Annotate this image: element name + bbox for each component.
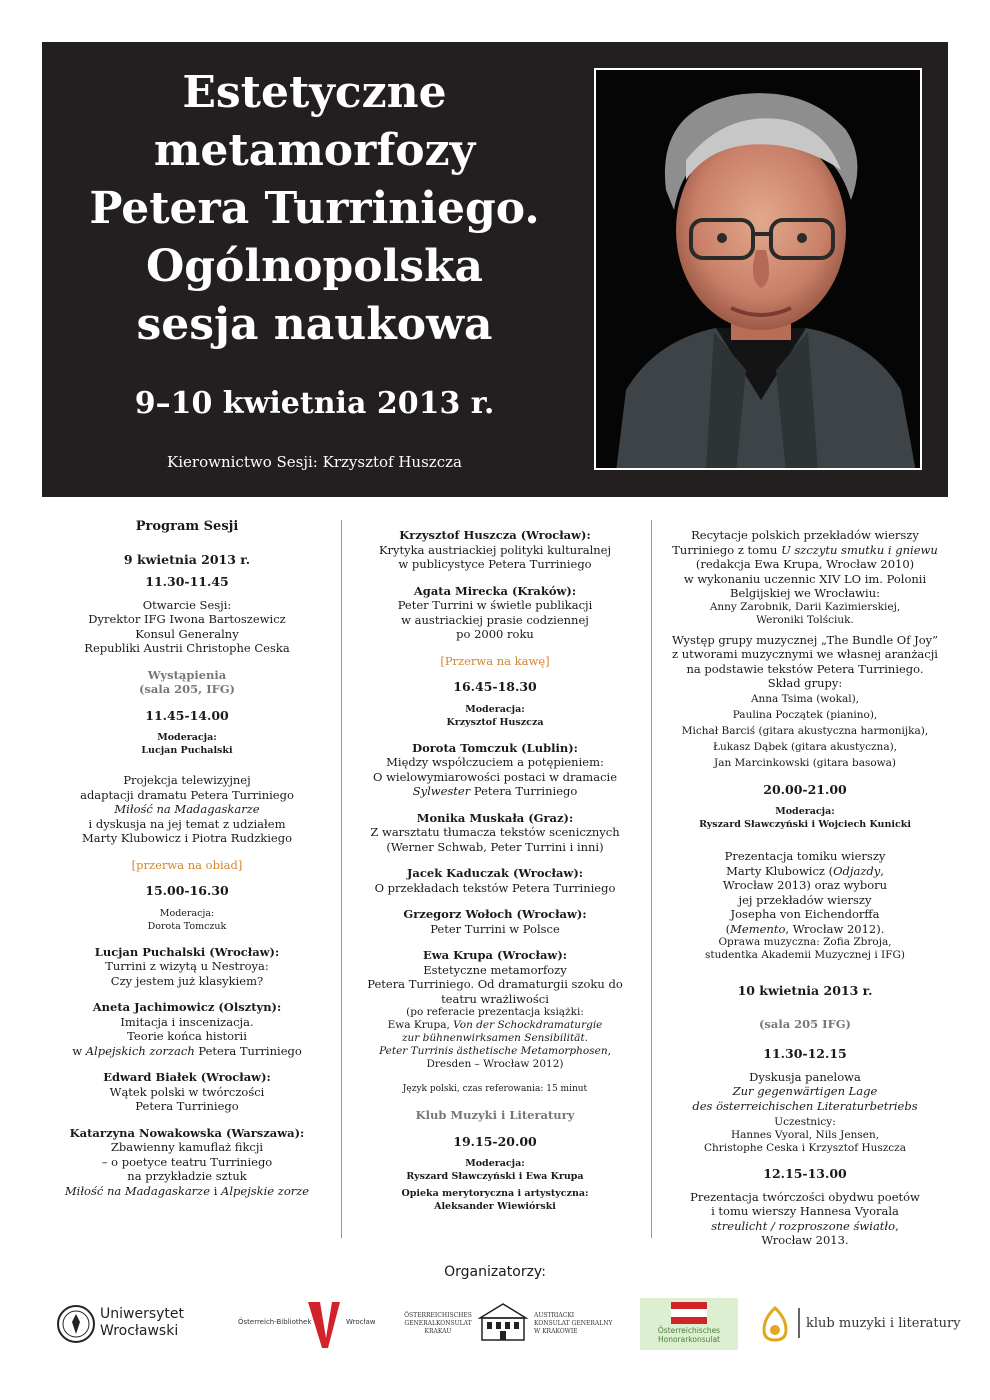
- talk-entry: Krzysztof Huszcza (Wrocław): Krytyka austriackiej polityki kulturalnej w publicystyce Petera Turriniego: [378, 528, 612, 571]
- uwr-logo: [56, 1298, 186, 1350]
- club-logo-divider: [798, 1308, 800, 1338]
- time-slot: 11.45-14.00: [145, 707, 229, 723]
- talk-entry: Grzegorz Wołoch (Wrocław): Peter Turrini w Polsce: [403, 907, 587, 936]
- organizers-heading: Organizatorzy:: [444, 1264, 546, 1280]
- time-slot: 20.00-21.00: [763, 781, 847, 797]
- title-line: sesja naukowa: [136, 299, 493, 350]
- talk-entry: Aneta Jachimowicz (Olsztyn): Imitacja i inscenizacja. Teorie końca historii w Alpejskich zorzach Petera Turriniego: [72, 1000, 302, 1058]
- time-slot: 11.30-12.15: [763, 1046, 847, 1061]
- day-heading: 10 kwietnia 2013 r.: [737, 983, 873, 998]
- program-heading: Program Sesji: [135, 519, 239, 534]
- talk-entry: Jacek Kaduczak (Wrocław): O przekładach tekstów Petera Turriniego: [374, 866, 616, 895]
- austrian-flag-icon: [671, 1302, 707, 1324]
- talk-entry: Monika Muskała (Graz): Z warsztatu tłumacza tekstów scenicznych (Werner Schwab, Peter Turrini i inni): [370, 810, 620, 854]
- uwr-name-line: Uniwersytet: [100, 1306, 184, 1322]
- recitation-block: Recytacje polskich przekładów wierszy Turriniego z tomu U szczytu smutku i gniewu (redakcja Ewa Krupa, Wrocław 2010) w wykonaniu uczennic XIV LO im. Polonii Belgijskiej we Wrocławiu: Anny Zarobnik, Darii Kazimierskiej, Weroniki Tolściuk.: [672, 528, 938, 626]
- artistic-care: Opieka merytoryczna i artystyczna: Aleksander Wiewiórski: [401, 1188, 589, 1212]
- session-leadership: Kierownictwo Sesji: Krzysztof Huszcza: [167, 453, 462, 471]
- band-block: Występ grupy muzycznej „The Bundle Of Joy” z utworami muzycznymi we własnej aranżacji na podstawie tekstów Petera Turriniego. Skład grupy: Anna Tsima (wokal), Paulina Początek (pianino), Michał Barciś (gitara akustyczna harmonijka), Łukasz Dąbek (gitara akustyczna), Jan Marcinkowski (gitara basowa): [671, 632, 939, 769]
- oesterreich-bibliothek-logo: Österreich-Bibliothek Wrocław: [232, 1298, 372, 1350]
- coffee-break: [Przerwa na kawę]: [440, 653, 550, 668]
- time-slot: 15.00-16.30: [145, 883, 229, 898]
- consulate-building-icon: [478, 1302, 528, 1342]
- event-dates: 9–10 kwietnia 2013 r.: [134, 386, 495, 421]
- poster-title: [62, 64, 567, 354]
- lunch-break: [przerwa na obiad]: [131, 857, 243, 872]
- column-divider: [651, 520, 652, 1238]
- column-divider: [341, 520, 342, 1238]
- time-slot: 12.15-13.00: [763, 1166, 847, 1181]
- projection-block: Projekcja telewizyjnej adaptacji dramatu Petera Turriniego Miłość na Madagaskarze i dyskusja na jej temat z udziałem Marty Klubowicz i Piotra Rudzkiego: [80, 773, 294, 845]
- talk-entry: Lucjan Puchalski (Wrocław): Turrini z wizytą u Nestroya: Czy jestem już klasykiem?: [94, 944, 280, 988]
- talks-heading: Wystąpienia (sala 205, IFG): [138, 667, 235, 696]
- time-slot: 16.45-18.30: [453, 679, 537, 694]
- book-presentation: Prezentacja tomiku wierszy Marty Klubowicz (Odjazdy, Wrocław 2013) oraz wyboru jej przekładów wierszy Josepha von Eichendorffa (Memento, Wrocław 2012). Oprawa muzyczna: Zofia Zbroja, studentka Akademii Muzycznej i IFG): [705, 849, 905, 961]
- title-line: Petera Turriniego.: [89, 183, 540, 234]
- day-heading: 9 kwietnia 2013 r.: [123, 551, 251, 567]
- club-heading: Klub Muzyki i Literatury: [415, 1108, 575, 1122]
- program-column-2: [350, 528, 640, 1213]
- talk-entry: Katarzyna Nowakowska (Warszawa): Zbawienny kamuflaż fikcji – o poetyce teatru Turriniego na przykładzie sztuk Miłość na Madagaskarze i Alpejskie zorze: [64, 1125, 310, 1198]
- talk-entry: Ewa Krupa (Wrocław): Estetyczne metamorfozy Petera Turriniego. Od dramaturgii szoku do teatru wrażliwości (po referacie prezentacja książki: Ewa Krupa, Von der Schockdramaturgie zur bühnenwirksamen Sensibilität. Peter Turrinis ästhetische Metamorphosen, Dresden – Wrocław 2012): [367, 948, 623, 1070]
- club-emblem-icon: [756, 1304, 794, 1344]
- consulate-logo: ÖSTERREICHISCHES GENERALKONSULAT KRAKAU AUSTRIACKI KONSULAT GENERALNY W KRAKOWIE: [400, 1298, 620, 1350]
- moderation: Moderacja: Ryszard Sławczyński i Wojciech Kunicki: [699, 806, 911, 830]
- language-note: Język polski, czas referowania: 15 minut: [402, 1084, 588, 1094]
- panel-block: Dyskusja panelowa Zur gegenwärtigen Lage des österreichischen Literaturbetriebs Uczestnicy: Hannes Vyoral, Nils Jensen, Christophe Ceska i Krzysztof Huszcza: [692, 1069, 918, 1154]
- opening-block: Otwarcie Sesji: Dyrektor IFG Iwona Bartoszewicz Konsul Generalny Republiki Austrii Christophe Ceska: [84, 597, 290, 655]
- time-slot: 19.15-20.00: [453, 1133, 537, 1149]
- room-label: (sala 205 IFG): [758, 1016, 851, 1031]
- talk-entry: Edward Białek (Wrocław): Wątek polski w twórczości Petera Turriniego: [103, 1070, 271, 1113]
- talk-entry: Dorota Tomczuk (Lublin): Między współczuciem a potępieniem: O wielowymiarowości postaci w dramacie Sylwester Petera Turriniego: [373, 740, 617, 798]
- uwr-name-line: Wrocławski: [100, 1323, 179, 1339]
- talk-entry: Agata Mirecka (Kraków): Peter Turrini w świetle publikacji w austriackiej prasie codziennej po 2000 roku: [397, 583, 593, 641]
- music-club-logo: klub muzyki i literatury: [756, 1298, 952, 1350]
- program-column-1: [42, 520, 332, 1210]
- time-slot: 11.30-11.45: [145, 574, 229, 589]
- title-line: metamorfozy: [153, 125, 476, 176]
- moderation: Moderacja: Krzysztof Huszcza: [446, 703, 544, 728]
- moderation: Moderacja: Dorota Tomczuk: [147, 907, 227, 932]
- title-line: Estetyczne: [182, 67, 447, 118]
- final-presentation: Prezentacja twórczości obydwu poetów i tomu wierszy Hannesa Vyorala streulicht / rozproszone światło, Wrocław 2013.: [690, 1189, 920, 1247]
- honorary-consulate-logo: Österreichisches Honorarkonsulat: [640, 1298, 738, 1350]
- moderation: Moderacja: Lucjan Puchalski: [141, 732, 233, 756]
- portrait-photo: [594, 68, 922, 470]
- program-column-3: [660, 528, 950, 1260]
- title-line: Ogólnopolska: [145, 241, 484, 292]
- moderation: Moderacja: Ryszard Sławczyński i Ewa Krupa: [406, 1158, 584, 1182]
- ob-red-mark-icon: [304, 1298, 344, 1350]
- portrait-illustration: [596, 70, 922, 470]
- uwr-emblem-icon: [56, 1304, 96, 1344]
